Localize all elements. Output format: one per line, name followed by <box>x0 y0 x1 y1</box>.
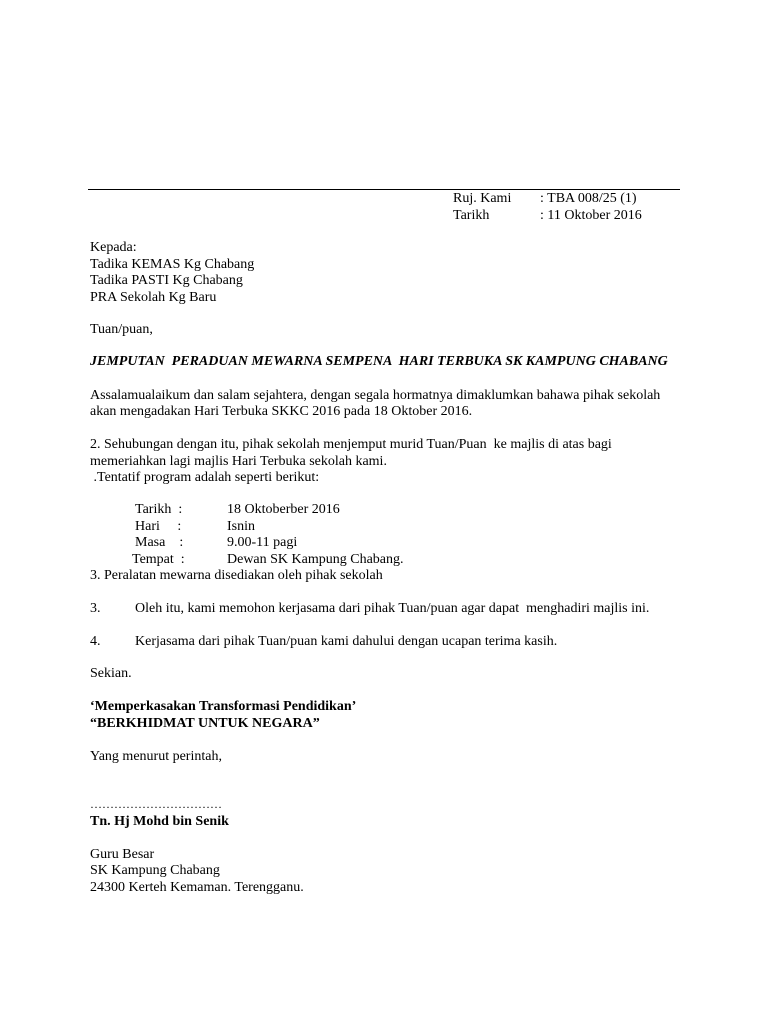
signature-line: …………………………… <box>90 797 222 811</box>
motto-line: ‘Memperkasakan Transformasi Pendidikan’ <box>90 699 357 714</box>
closing: Sekian. <box>90 666 132 681</box>
signature-block-line: 24300 Kerteh Kemaman. Terengganu. <box>90 880 304 895</box>
recipient-heading: Kepada: <box>90 240 137 255</box>
salutation: Tuan/puan, <box>90 322 153 337</box>
ref-value-ruj: : TBA 008/25 (1) <box>540 191 637 206</box>
ref-label-ruj: Ruj. Kami <box>453 191 512 206</box>
schedule-value: Dewan SK Kampung Chabang. <box>227 552 404 567</box>
recipient-line: Tadika KEMAS Kg Chabang <box>90 257 255 272</box>
para2-line: 2. Sehubungan dengan itu, pihak sekolah menjemput murid Tuan/Puan ke majlis di atas bagi <box>90 437 612 452</box>
ref-value-tarikh: : 11 Oktober 2016 <box>540 208 642 223</box>
recipient-line: PRA Sekolah Kg Baru <box>90 290 217 305</box>
intro-line: Assalamualaikum dan salam sejahtera, dengan segala hormatnya dimaklumkan bahawa pihak sekolah <box>90 388 661 403</box>
signature-block-line: SK Kampung Chabang <box>90 863 220 878</box>
para2-line: .Tentatif program adalah seperti berikut: <box>90 470 320 485</box>
schedule-label: Tempat : <box>132 552 185 567</box>
numbered-paragraph-text: Oleh itu, kami memohon kerjasama dari pihak Tuan/puan agar dapat menghadiri majlis ini. <box>135 601 650 616</box>
numbered-paragraph-number: 4. <box>90 634 101 649</box>
schedule-value: 18 Oktoberber 2016 <box>227 502 340 517</box>
schedule-value: 9.00-11 pagi <box>227 535 298 550</box>
motto-line: “BERKHIDMAT UNTUK NEGARA” <box>90 716 320 731</box>
para3-line: 3. Peralatan mewarna disediakan oleh pihak sekolah <box>90 568 383 583</box>
ref-label-tarikh: Tarikh <box>453 208 490 223</box>
schedule-label: Hari : <box>135 519 182 534</box>
numbered-paragraph-text: Kerjasama dari pihak Tuan/puan kami dahului dengan ucapan terima kasih. <box>135 634 558 649</box>
signature-block-line: Guru Besar <box>90 847 155 862</box>
intro-line: akan mengadakan Hari Terbuka SKKC 2016 pada 18 Oktober 2016. <box>90 404 473 419</box>
schedule-value: Isnin <box>227 519 255 534</box>
para2-line: memeriahkan lagi majlis Hari Terbuka sekolah kami. <box>90 454 387 469</box>
numbered-paragraph-number: 3. <box>90 601 101 616</box>
signatory-name: Tn. Hj Mohd bin Senik <box>90 814 229 829</box>
subject-line: JEMPUTAN PERADUAN MEWARNA SEMPENA HARI TERBUKA SK KAMPUNG CHABANG <box>90 354 668 369</box>
schedule-label: Masa : <box>135 535 184 550</box>
schedule-label: Tarikh : <box>135 502 183 517</box>
recipient-line: Tadika PASTI Kg Chabang <box>90 273 243 288</box>
yours-faithfully: Yang menurut perintah, <box>90 749 222 764</box>
